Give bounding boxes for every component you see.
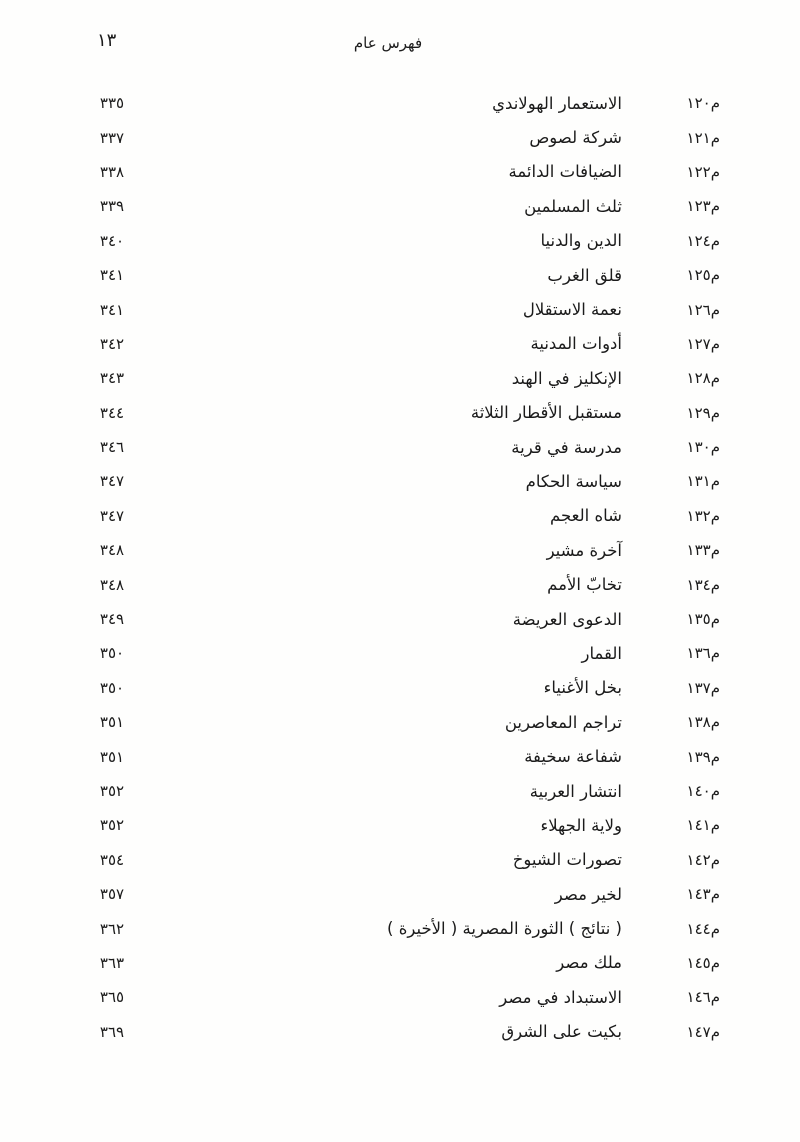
- entry-page: ٣٤٤: [99, 403, 125, 422]
- index-row: [66, 189, 720, 223]
- index-row: [66, 567, 720, 601]
- entry-page: ٣٤٨: [99, 575, 125, 594]
- entry-page: ٣٦٢: [99, 919, 125, 938]
- entry-page: ٣٤٩: [99, 610, 125, 629]
- entry-page: ٣٥١: [99, 747, 125, 766]
- entry-page: ٣٥٠: [99, 644, 125, 663]
- entry-page: ٣٤١: [99, 266, 125, 285]
- entry-number: م١٢٥: [686, 266, 720, 285]
- index-row: [66, 430, 720, 464]
- index-row: [66, 464, 720, 498]
- index-row: [66, 292, 720, 326]
- index-row: [66, 396, 720, 430]
- index-row: [66, 258, 720, 292]
- entry-number: م١٢٩: [686, 403, 720, 422]
- entry-page: ٣٤٠: [99, 231, 125, 250]
- entry-number: م١٤٣: [686, 885, 720, 904]
- entry-page: ٣٤٧: [99, 506, 125, 525]
- index-row: [66, 946, 720, 980]
- entry-page: ٣٤٧: [99, 472, 125, 491]
- entry-number: م١٣٧: [686, 678, 720, 697]
- entry-page: ٣٥٧: [99, 885, 125, 904]
- entry-number: م١٣٣: [686, 541, 720, 560]
- entry-number: م١٣٢: [686, 506, 720, 525]
- index-row: [66, 361, 720, 395]
- entry-page: ٣٣٧: [99, 128, 125, 147]
- entry-title: بكيت على الشرق: [501, 1022, 622, 1042]
- entry-number: م١٢٣: [686, 197, 720, 216]
- entry-title: سياسة الحكام: [525, 471, 622, 491]
- entry-title: انتشار العربية: [529, 781, 622, 801]
- entry-page: ٣٣٩: [99, 197, 125, 216]
- entry-title: ولاية الجهلاء: [540, 815, 622, 835]
- index-row: [66, 911, 720, 945]
- index-row: [66, 671, 720, 705]
- entry-title: ثلث المسلمين: [524, 196, 622, 216]
- entry-number: م١٤٦: [686, 988, 720, 1007]
- entry-title: الدعوى العريضة: [512, 609, 622, 629]
- entry-page: ٣٣٨: [99, 162, 125, 181]
- entry-title: تخابّ الأمم: [547, 575, 622, 595]
- entry-title: مدرسة في قرية: [511, 437, 622, 457]
- index-row: [66, 808, 720, 842]
- index-row: [66, 980, 720, 1014]
- entry-number: م١٢٠: [686, 94, 720, 113]
- entry-page: ٣٤٨: [99, 541, 125, 560]
- entry-number: م١٤١: [686, 816, 720, 835]
- index-list: [66, 86, 720, 1049]
- entry-page: ٣٣٥: [99, 94, 125, 113]
- entry-number: م١٢٧: [686, 334, 720, 353]
- index-row: [66, 774, 720, 808]
- index-row: [66, 224, 720, 258]
- index-row: [66, 120, 720, 154]
- index-row: [66, 499, 720, 533]
- entry-title: آخرة مشير: [546, 540, 622, 560]
- entry-number: م١٤٧: [686, 1022, 720, 1041]
- entry-title: أدوات المدنية: [530, 334, 622, 354]
- entry-number: م١٢٢: [686, 162, 720, 181]
- entry-number: م١٤٥: [686, 953, 720, 972]
- index-row: [66, 602, 720, 636]
- entry-page: ٣٥٤: [99, 850, 125, 869]
- entry-title: تراجم المعاصرين: [504, 712, 622, 732]
- entry-number: م١٢٨: [686, 369, 720, 388]
- entry-page: ٣٦٩: [99, 1022, 125, 1041]
- index-row: [66, 877, 720, 911]
- entry-number: م١٤٤: [686, 919, 720, 938]
- entry-number: م١٣٨: [686, 713, 720, 732]
- entry-number: م١٣٠: [686, 438, 720, 457]
- entry-page: ٣٥٠: [99, 678, 125, 697]
- entry-title: قلق الغرب: [547, 265, 622, 285]
- entry-page: ٣٤٦: [99, 438, 125, 457]
- entry-page: ٣٤٣: [99, 369, 125, 388]
- index-row: [66, 86, 720, 120]
- entry-page: ٣٥٢: [99, 816, 125, 835]
- entry-title: نعمة الاستقلال: [522, 300, 622, 320]
- entry-page: ٣٦٥: [99, 988, 125, 1007]
- entry-page: ٣٥١: [99, 713, 125, 732]
- entry-number: م١٤٠: [686, 782, 720, 800]
- index-row: [66, 155, 720, 189]
- page-title: فهرس عام: [353, 34, 423, 52]
- entry-title: شاه العجم: [550, 506, 622, 526]
- entry-page: ٣٥٢: [99, 782, 125, 800]
- entry-title: مستقبل الأقطار الثلاثة: [470, 403, 622, 423]
- index-row: [66, 636, 720, 670]
- entry-number: م١٣٦: [686, 644, 720, 663]
- index-row: [66, 533, 720, 567]
- entry-title: الضيافات الدائمة: [508, 162, 622, 182]
- entry-page: ٣٤٢: [99, 334, 125, 353]
- entry-title: الاستعمار الهولاندي: [492, 93, 622, 113]
- entry-number: م١٣٩: [686, 747, 720, 766]
- entry-number: م١٢٤: [686, 231, 720, 250]
- index-row: [66, 1015, 720, 1049]
- index-row: [66, 739, 720, 773]
- entry-page: ٣٤١: [99, 300, 125, 319]
- entry-page: ٣٦٣: [99, 953, 125, 972]
- entry-title: شفاعة سخيفة: [524, 747, 622, 767]
- entry-title: ( نتائج ) الثورة المصرية ( الأخيرة ): [387, 919, 622, 939]
- index-row: [66, 705, 720, 739]
- entry-number: م١٤٢: [686, 850, 720, 869]
- entry-title: الإنكليز في الهند: [511, 368, 622, 388]
- entry-title: شركة لصوص: [529, 128, 622, 148]
- page-number: ١٣: [97, 30, 117, 51]
- entry-number: م١٢١: [686, 128, 720, 147]
- entry-title: ملك مصر: [556, 953, 622, 973]
- entry-number: م١٣٥: [686, 610, 720, 629]
- entry-title: تصورات الشيوخ: [512, 850, 622, 870]
- entry-number: م١٣١: [686, 472, 720, 491]
- page-header: [0, 28, 800, 62]
- index-row: [66, 843, 720, 877]
- entry-number: م١٢٦: [686, 300, 720, 319]
- entry-title: الاستبداد في مصر: [499, 987, 622, 1007]
- entry-title: بخل الأغنياء: [543, 678, 622, 698]
- entry-title: الدين والدنيا: [540, 231, 622, 251]
- entry-number: م١٣٤: [686, 575, 720, 594]
- entry-title: القمار: [581, 643, 622, 663]
- index-row: [66, 327, 720, 361]
- entry-title: لخير مصر: [554, 884, 622, 904]
